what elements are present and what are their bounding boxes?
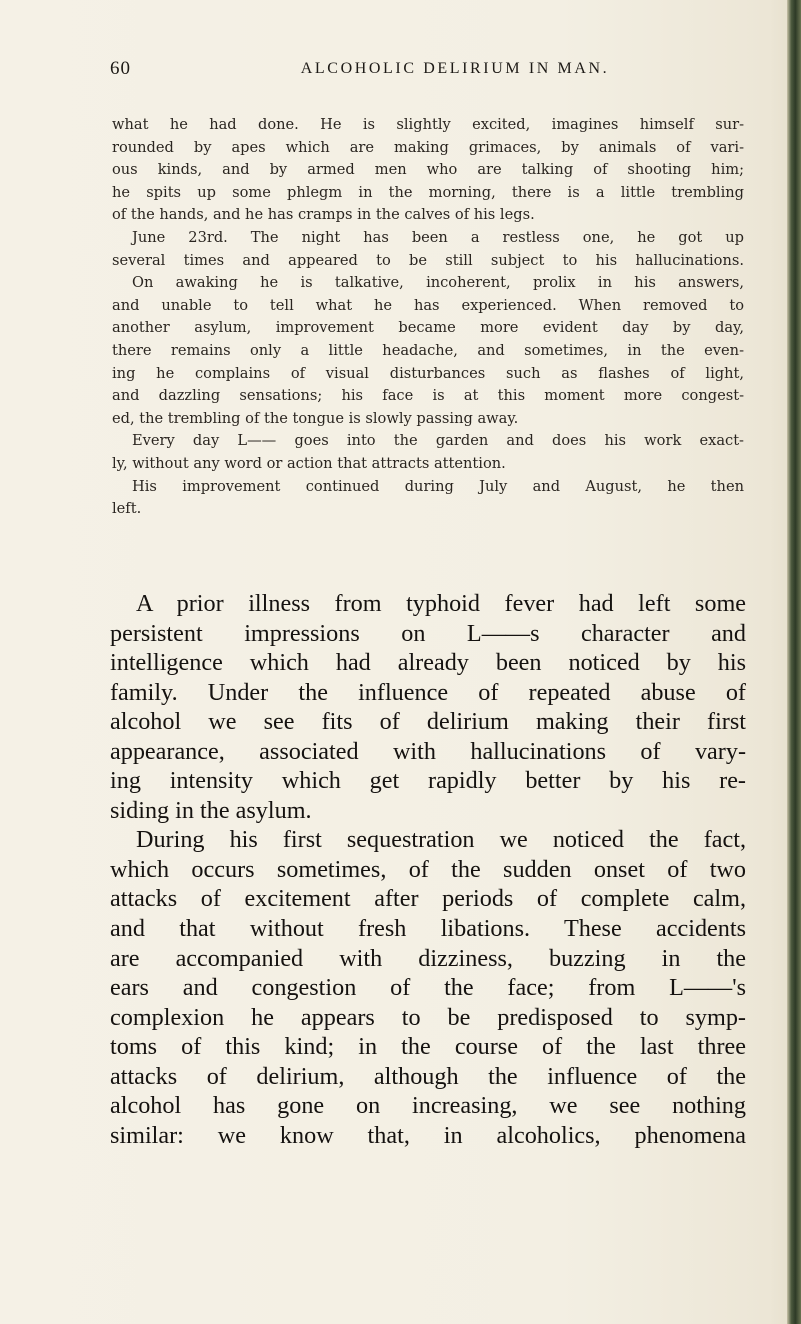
text-line: several times and appeared to be still subject to his hallucinations.	[112, 251, 744, 269]
case-notes-paragraphs	[112, 114, 744, 521]
text-line: intelligence which had already been noticed by his	[110, 649, 746, 677]
page-number: 60	[110, 58, 131, 79]
text-line: ly, without any word or action that attracts attention.	[112, 454, 506, 472]
text-line: ed, the trembling of the tongue is slowly passing away.	[112, 409, 519, 427]
text-line: Every day L—— goes into the garden and does his work exact-	[132, 432, 744, 450]
text-line: family. Under the influence of repeated abuse of	[110, 678, 746, 706]
text-line: there remains only a little headache, and sometimes, in the even-	[112, 341, 744, 359]
text-line: of the hands, and he has cramps in the calves of his legs.	[112, 206, 535, 224]
text-line: ing he complains of visual disturbances such as flashes of light,	[112, 364, 744, 382]
book-spine-edge	[787, 0, 801, 1324]
text-line: and unable to tell what he has experienced. When removed to	[112, 296, 744, 314]
page-header	[110, 58, 730, 88]
running-head: ALCOHOLIC DELIRIUM IN MAN.	[300, 60, 610, 77]
text-line: alcohol has gone on increasing, we see nothing	[110, 1092, 746, 1120]
text-line: siding in the asylum.	[110, 796, 312, 824]
text-line: appearance, associated with hallucinations of vary-	[110, 737, 746, 765]
text-line: persistent impressions on L——s character and	[110, 619, 746, 647]
text-line: are accompanied with dizziness, buzzing in the	[110, 944, 746, 972]
text-line: what he had done. He is slightly excited, imagines himself sur-	[112, 116, 744, 133]
text-line: left.	[112, 500, 142, 518]
text-line: attacks of delirium, although the influence of the	[110, 1062, 746, 1090]
text-line: During his first sequestration we noticed the fact,	[136, 826, 746, 854]
text-line: June 23rd. The night has been a restless one, he got up	[132, 228, 744, 246]
text-line: His improvement continued during July and August, he then	[132, 477, 744, 495]
commentary-paragraphs	[110, 589, 746, 1150]
text-line: complexion he appears to be predisposed to symp-	[110, 1003, 746, 1031]
text-line: ous kinds, and by armed men who are talking of shooting him;	[112, 161, 744, 179]
text-line: and that without fresh libations. These accidents	[110, 915, 746, 943]
text-line: ears and congestion of the face; from L——'s	[110, 974, 746, 1002]
text-line: A prior illness from typhoid fever had left some	[136, 590, 746, 617]
text-line: similar: we know that, in alcoholics, phenomena	[110, 1121, 746, 1149]
text-line: ing intensity which get rapidly better by his re-	[110, 767, 746, 795]
text-line: On awaking he is talkative, incoherent, prolix in his answers,	[132, 274, 744, 292]
text-line: and dazzling sensations; his face is at this moment more congest-	[112, 387, 744, 405]
text-line: attacks of excitement after periods of complete calm,	[110, 885, 746, 913]
text-line: which occurs sometimes, of the sudden onset of two	[110, 855, 746, 883]
text-line: rounded by apes which are making grimaces, by animals of vari-	[112, 138, 744, 156]
text-line: he spits up some phlegm in the morning, there is a little trembling	[112, 183, 744, 201]
text-line: toms of this kind; in the course of the last three	[110, 1033, 746, 1061]
text-line: alcohol we see fits of delirium making their first	[110, 708, 746, 736]
text-line: another asylum, improvement became more evident day by day,	[112, 319, 744, 337]
